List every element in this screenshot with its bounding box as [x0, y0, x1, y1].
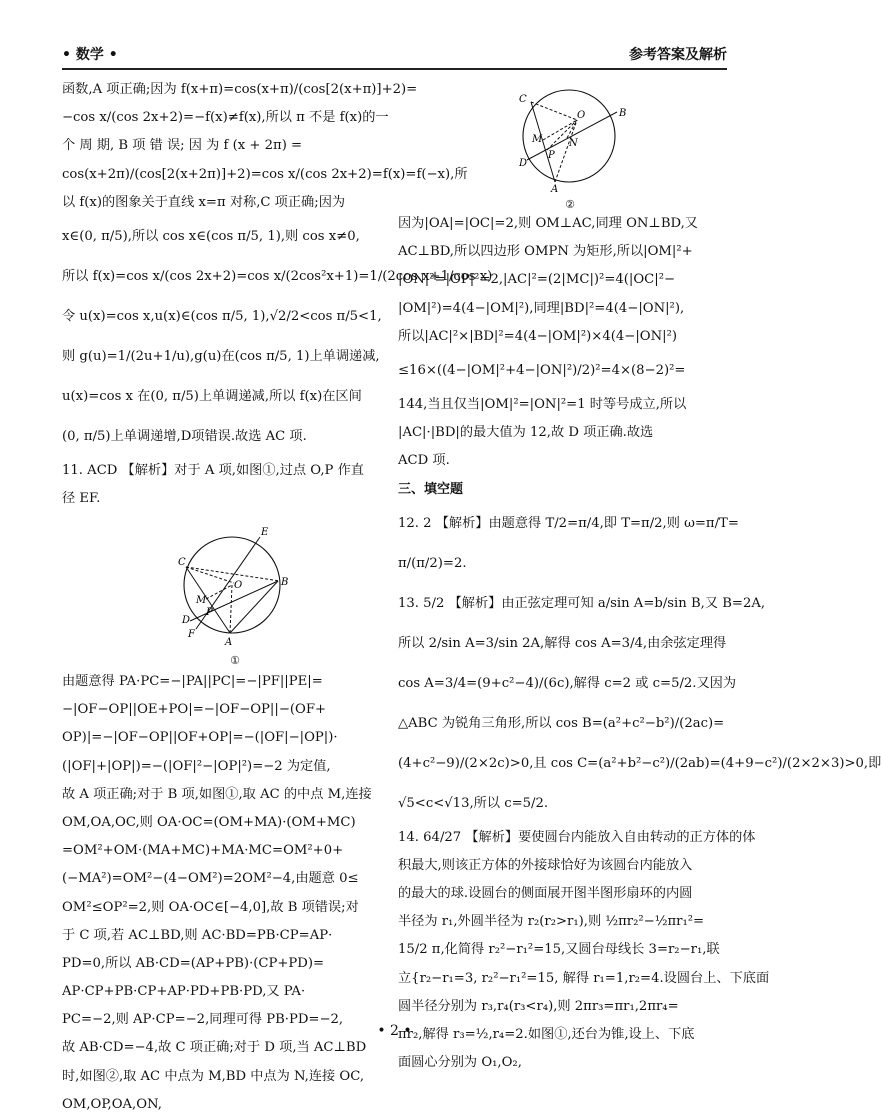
text-line: 13. 5/2 【解析】由正弦定理可知 a/sin A=b/sin B,又 B=2A,	[398, 595, 766, 611]
text-line: PC=−2,则 AP·CP=−2,同理可得 PB·PD=−2,	[62, 1012, 344, 1028]
text-line: 故 AB·CD=−4,故 C 项正确;对于 D 项,当 AC⊥BD	[62, 1040, 367, 1056]
text-line: AP·CP+PB·CP+AP·PD+PB·PD,又 PA·	[62, 984, 306, 1000]
text-line: 所以 f(x)=cos x/(cos 2x+2)=cos x/(2cos²x+1)=1/(2cos x+1/cos x)	[62, 268, 493, 284]
text-line: u(x)=cos x 在(0, π/5)上单调递减,所以 f(x)在区间	[62, 388, 362, 404]
fig2-label-n: N	[569, 138, 578, 149]
text-line: (0, π/5)上单调递增,D项错误.故选 AC 项.	[62, 428, 307, 444]
figure-1-caption: ①	[230, 654, 240, 667]
text-line: 面圆心分别为 O₁,O₂,	[398, 1055, 522, 1071]
text-line: √5<c<√13,所以 c=5/2.	[398, 795, 549, 811]
page-number: • 2 •	[377, 1023, 412, 1039]
text-line: cos(x+2π)/(cos[2(x+2π)]+2)=cos x/(cos 2x+2)=f(x)=f(−x),所	[62, 166, 468, 182]
text-line: 函数,A 项正确;因为 f(x+π)=cos(x+π)/(cos[2(x+π)]+2)=	[62, 82, 418, 97]
text-line: 14. 64/27 【解析】要使圆台内能放入自由转动的正方体的体	[398, 829, 756, 845]
fig2-label-p: P	[548, 150, 555, 161]
text-line: =OM²+OM·(MA+MC)+MA·MC=OM²+0+	[62, 843, 344, 859]
text-line: 则 g(u)=1/(2u+1/u),g(u)在(cos π/5, 1)上单调递减,	[62, 348, 380, 364]
text-line: 所以|AC|²×|BD|²=4(4−|OM|²)×4(4−|ON|²)	[398, 328, 677, 344]
fig2-label-m: M	[532, 134, 543, 145]
text-line: 11. ACD 【解析】对于 A 项,如图①,过点 O,P 作直	[62, 462, 364, 478]
text-line: OM,OP,OA,ON,	[62, 1096, 162, 1112]
fig1-label-e: E	[261, 527, 269, 538]
text-line: 时,如图②,取 AC 中点为 M,BD 中点为 N,连接 OC,	[62, 1068, 365, 1084]
text-line: 圆半径分别为 r₃,r₄(r₃<r₄),则 2πr₃=πr₁,2πr₄=	[398, 998, 679, 1014]
text-line: 故 A 项正确;对于 B 项,如图①,取 AC 的中点 M,连接	[62, 786, 372, 802]
text-line: −|OF−OP||OE+PO|=−|OF−OP||−(OF+	[62, 702, 327, 718]
text-line: 令 u(x)=cos x,u(x)∈(cos π/5, 1),√2/2<cos π/5<1,	[62, 308, 382, 324]
header-subject: • 数学 •	[62, 47, 118, 63]
fig2-label-o: O	[577, 110, 586, 121]
text-line: AC⊥BD,所以四边形 OMPN 为矩形,所以|OM|²+	[398, 244, 693, 260]
text-line: 所以 2/sin A=3/sin 2A,解得 cos A=3/4,由余弦定理得	[398, 635, 727, 651]
text-line: x∈(0, π/5),所以 cos x∈(cos π/5, 1),则 cos x≠0,	[62, 228, 360, 244]
fig1-label-d: D	[182, 615, 191, 626]
fig1-label-c: C	[178, 557, 186, 568]
fig2-label-a: A	[551, 184, 559, 195]
right-column	[398, 210, 881, 1077]
fig2-label-b: B	[619, 108, 627, 119]
text-line: (|OF|+|OP|)=−(|OF|²−|OP|²)=−2 为定值,	[62, 758, 331, 774]
text-line: 15/2 π,化简得 r₂²−r₁²=15,又圆台母线长 3=r₂−r₁,联	[398, 942, 720, 958]
fig1-label-o: O	[234, 580, 243, 591]
text-line: ACD 项.	[398, 453, 450, 469]
text-line: |ON|²=|OP|²=2,|AC|²=(2|MC|)²=4(|OC|²−	[398, 272, 676, 288]
text-line: |AC|·|BD|的最大值为 12,故 D 项正确.故选	[398, 425, 654, 441]
text-line: 立{r₂−r₁=3, r₂²−r₁²=15, 解得 r₁=1,r₂=4.设圆台上、下底面	[398, 970, 770, 986]
text-line: 144,当且仅当|OM|²=|ON|²=1 时等号成立,所以	[398, 396, 687, 412]
figure-2-diagram	[505, 86, 635, 194]
text-line: △ABC 为锐角三角形,所以 cos B=(a²+c²−b²)/(2ac)=	[398, 715, 725, 731]
text-line: 以 f(x)的图象关于直线 x=π 对称,C 项正确;因为	[62, 194, 346, 210]
text-line: 的最大的球.设圆台的侧面展开图半图形扇环的内圆	[398, 886, 693, 902]
text-line: 半径为 r₁,外圆半径为 r₂(r₂>r₁),则 ½πr₂²−½πr₁²=	[398, 914, 705, 930]
figure-2	[505, 86, 635, 210]
text-line: (4+c²−9)/(2×2c)>0,且 cos C=(a²+b²−c²)/(2ab)=(4+9−c²)/(2×2×3)>0,即	[398, 755, 881, 771]
text-line: OM²≤OP²=2,则 OA·OC∈[−4,0],故 B 项错误;对	[62, 899, 359, 915]
text-line: OP)|=−|OF−OP||OF+OP|=−(|OF|−|OP|)·	[62, 730, 338, 746]
text-line: 个 周 期, B 项 错 误; 因 为 f (x + 2π) =	[62, 138, 303, 154]
text-line: OM,OA,OC,则 OA·OC=(OM+MA)·(OM+MC)	[62, 814, 356, 830]
figure-1	[170, 525, 300, 665]
text-line: 于 C 项,若 AC⊥BD,则 AC·BD=PB·CP=AP·	[62, 927, 333, 943]
page-header	[62, 42, 727, 70]
text-line: |OM|²)=4(4−|OM|²),同理|BD|²=4(4−|ON|²),	[398, 300, 685, 316]
text-line: cos A=3/4=(9+c²−4)/(6c),解得 c=2 或 c=5/2.又因为	[398, 675, 737, 691]
fig2-label-c: C	[519, 94, 527, 105]
section-heading: 三、填空题	[398, 481, 464, 497]
fig1-label-b: B	[281, 577, 289, 588]
text-line: 由题意得 PA·PC=−|PA||PC|=−|PF||PE|=	[62, 674, 323, 689]
text-line: 12. 2 【解析】由题意得 T/2=π/4,即 T=π/2,则 ω=π/T=	[398, 515, 739, 531]
text-line: πr₂,解得 r₃=½,r₄=2.如图①,还台为锥,设上、下底	[398, 1027, 695, 1042]
header-title: 参考答案及解析	[629, 47, 727, 63]
fig1-label-m: M	[196, 595, 207, 606]
figure-2-caption: ②	[565, 198, 575, 211]
left-column-continued	[62, 668, 385, 1119]
text-line: PD=0,所以 AB·CD=(AP+PB)·(CP+PD)=	[62, 955, 325, 971]
fig1-label-a: A	[225, 637, 233, 648]
figure-1-diagram	[170, 525, 300, 650]
text-line: (−MA²)=OM²−(4−OM²)=2OM²−4,由题意 0≤	[62, 871, 359, 887]
text-line: ≤16×((4−|OM|²+4−|ON|²)/2)²=4×(8−2)²=	[398, 362, 686, 378]
text-line: −cos x/(cos 2x+2)=−f(x)≠f(x),所以 π 不是 f(x)的一	[62, 110, 389, 126]
text-line: 因为|OA|=|OC|=2,则 OM⊥AC,同理 ON⊥BD,又	[398, 216, 698, 231]
text-line: 积最大,则该正方体的外接球恰好为该圆台内能放入	[398, 857, 693, 873]
fig1-label-f: F	[188, 629, 195, 640]
fig1-label-p: P	[206, 607, 213, 618]
fig2-label-d: D	[519, 158, 528, 169]
text-line: π/(π/2)=2.	[398, 555, 467, 571]
text-line: 径 EF.	[62, 491, 101, 507]
